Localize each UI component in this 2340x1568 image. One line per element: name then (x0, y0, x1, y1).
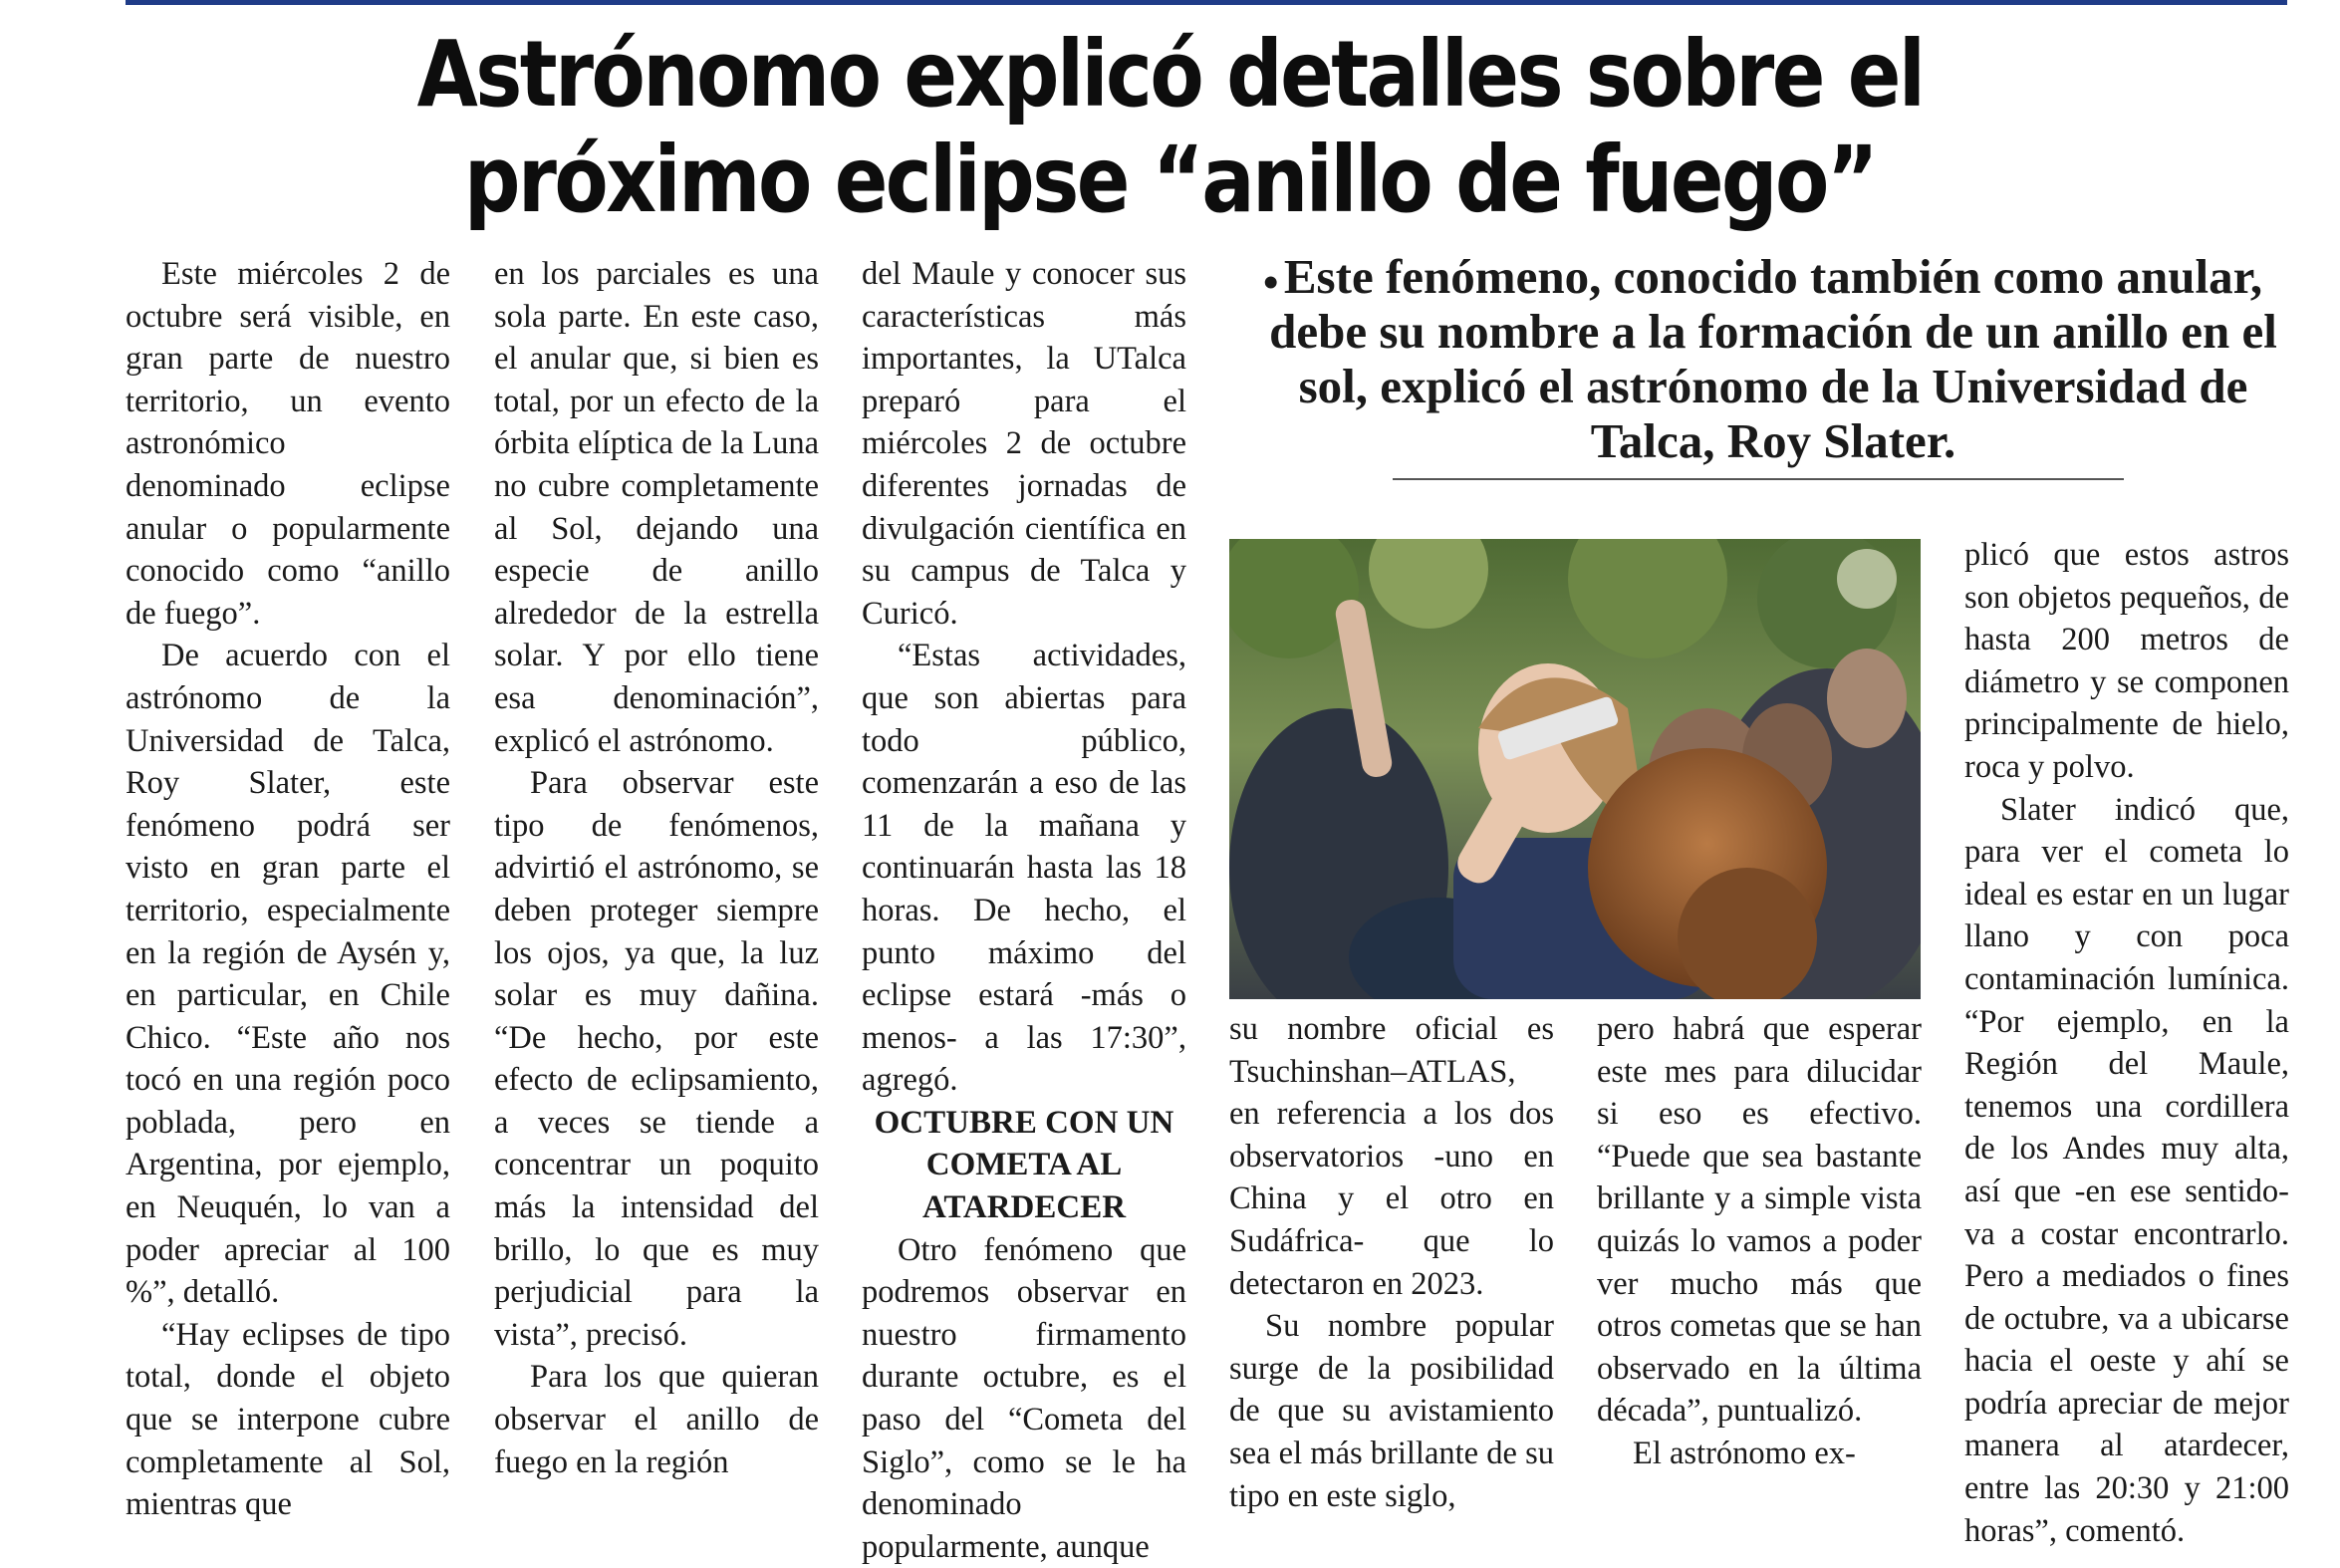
article-column-5 (1597, 1008, 1922, 1475)
paragraph: del Maule y conocer sus características más importantes, la UTalca preparó para el miércoles 2 de octubre diferentes jornadas de divulgación científica en su campus de Talca y Curicó. (862, 256, 1186, 632)
article-column-6 (1964, 534, 2289, 1552)
headline-line-2: próximo eclipse “anillo de fuego” (463, 127, 1877, 233)
paragraph: Para observar este tipo de fenómenos, advirtió el astrónomo, se deben proteger siempre los ojos, ya que, la luz solar es muy dañina. “De hecho, por este efecto de eclipsamiento, a veces se tiende a concentrar un poquito más la intensidad del brillo, lo que es muy perjudicial para la vista”, precisó. (494, 765, 819, 1353)
deck-underline (1393, 478, 2124, 480)
headline (163, 22, 2176, 233)
paragraph: El astrónomo ex- (1633, 1435, 1856, 1471)
paragraph: Slater indicó que, para ver el cometa lo ideal es estar en un lugar llano y con poca contaminación lumínica. “Por ejemplo, en la Región del Maule, tenemos una cordillera de los Andes muy alta, así que -en ese sentido- va a costar encontrarlo. Pero a mediados o fines de octubre, va a ubicarse hacia el oeste y ahí se podría apreciar de mejor manera al atardecer, entre las 20:30 y 21:00 horas”, comentó. (1964, 791, 2289, 1549)
article-column-4 (1229, 1008, 1554, 1517)
deck-bullet: • (1263, 258, 1279, 307)
article-column-2 (494, 253, 819, 1483)
paragraph: su nombre oficial es Tsuchinshan–ATLAS, en referencia a los dos observatorios -uno en China y el otro en Sudáfrica- que lo detectaron en 2023. (1229, 1011, 1554, 1302)
paragraph: Su nombre popular surge de la posibilidad de que su avistamiento sea el más brillante de su tipo en este siglo, (1229, 1308, 1554, 1514)
headline-line-1: Astrónomo explicó detalles sobre el (416, 21, 1924, 128)
article-photo (1229, 539, 1921, 999)
paragraph: Otro fenómeno que podremos observar en nuestro firmamento durante octubre, es el paso del “Cometa del Siglo”, como se le ha denominado popularmente, aunque (862, 1231, 1186, 1565)
paragraph: Este miércoles 2 de octubre será visible, en gran parte de nuestro territorio, un evento astronómico denominado eclipse anular o popularmente conocido como “anillo de fuego”. (126, 256, 450, 632)
paragraph: Para los que quieran observar el anillo de fuego en la región (494, 1359, 819, 1480)
article-column-3 (862, 253, 1186, 1568)
paragraph: “Hay eclipses de tipo total, donde el objeto que se interpone cubre completamente al Sol, mientras que (126, 1316, 450, 1523)
paragraph: “Estas actividades, que son abiertas para todo público, comenzarán a eso de las 11 de la mañana y continuarán hasta las 18 horas. De hecho, el punto máximo del eclipse estará -más o menos- a las 17:30”, agregó. (862, 638, 1186, 1099)
paragraph: en los parciales es una sola parte. En este caso, el anular que, si bien es total, por un efecto de la órbita elíptica de la Luna no cubre completamente al Sol, dejando una especie de anillo alrededor de la estrella solar. Y por ello tiene esa denominación”, explicó el astrónomo. (494, 256, 819, 759)
section-subhead: OCTUBRE CON UN COMETA AL ATARDECER (874, 1104, 1174, 1226)
article-column-1 (126, 253, 450, 1526)
deck-summary: Este fenómeno, conocido también como anular, debe su nombre a la formación de un anillo en el sol, explicó el astrónomo de la Universidad de Talca, Roy Slater. (1269, 249, 2277, 468)
paragraph: plicó que estos astros son objetos pequeños, de hasta 200 metros de diámetro y se componen principalmente de hielo, roca y polvo. (1964, 537, 2289, 785)
paragraph: pero habrá que esperar este mes para dilucidar si eso es efectivo. “Puede que sea bastante brillante y a simple vista quizás lo vamos a poder ver mucho más que otros cometas que se han observado en la última década”, puntualizó. (1597, 1011, 1922, 1430)
top-accent-bar (126, 0, 2287, 5)
paragraph: De acuerdo con el astrónomo de la Universidad de Talca, Roy Slater, este fenómeno podrá ser visto en gran parte el territorio, especialmente en la región de Aysén y, en particular, en Chile Chico. “Este año nos tocó en una región poco poblada, pero en Argentina, por ejemplo, en Neuquén, lo van a poder apreciar al 100 %”, detalló. (126, 638, 450, 1311)
